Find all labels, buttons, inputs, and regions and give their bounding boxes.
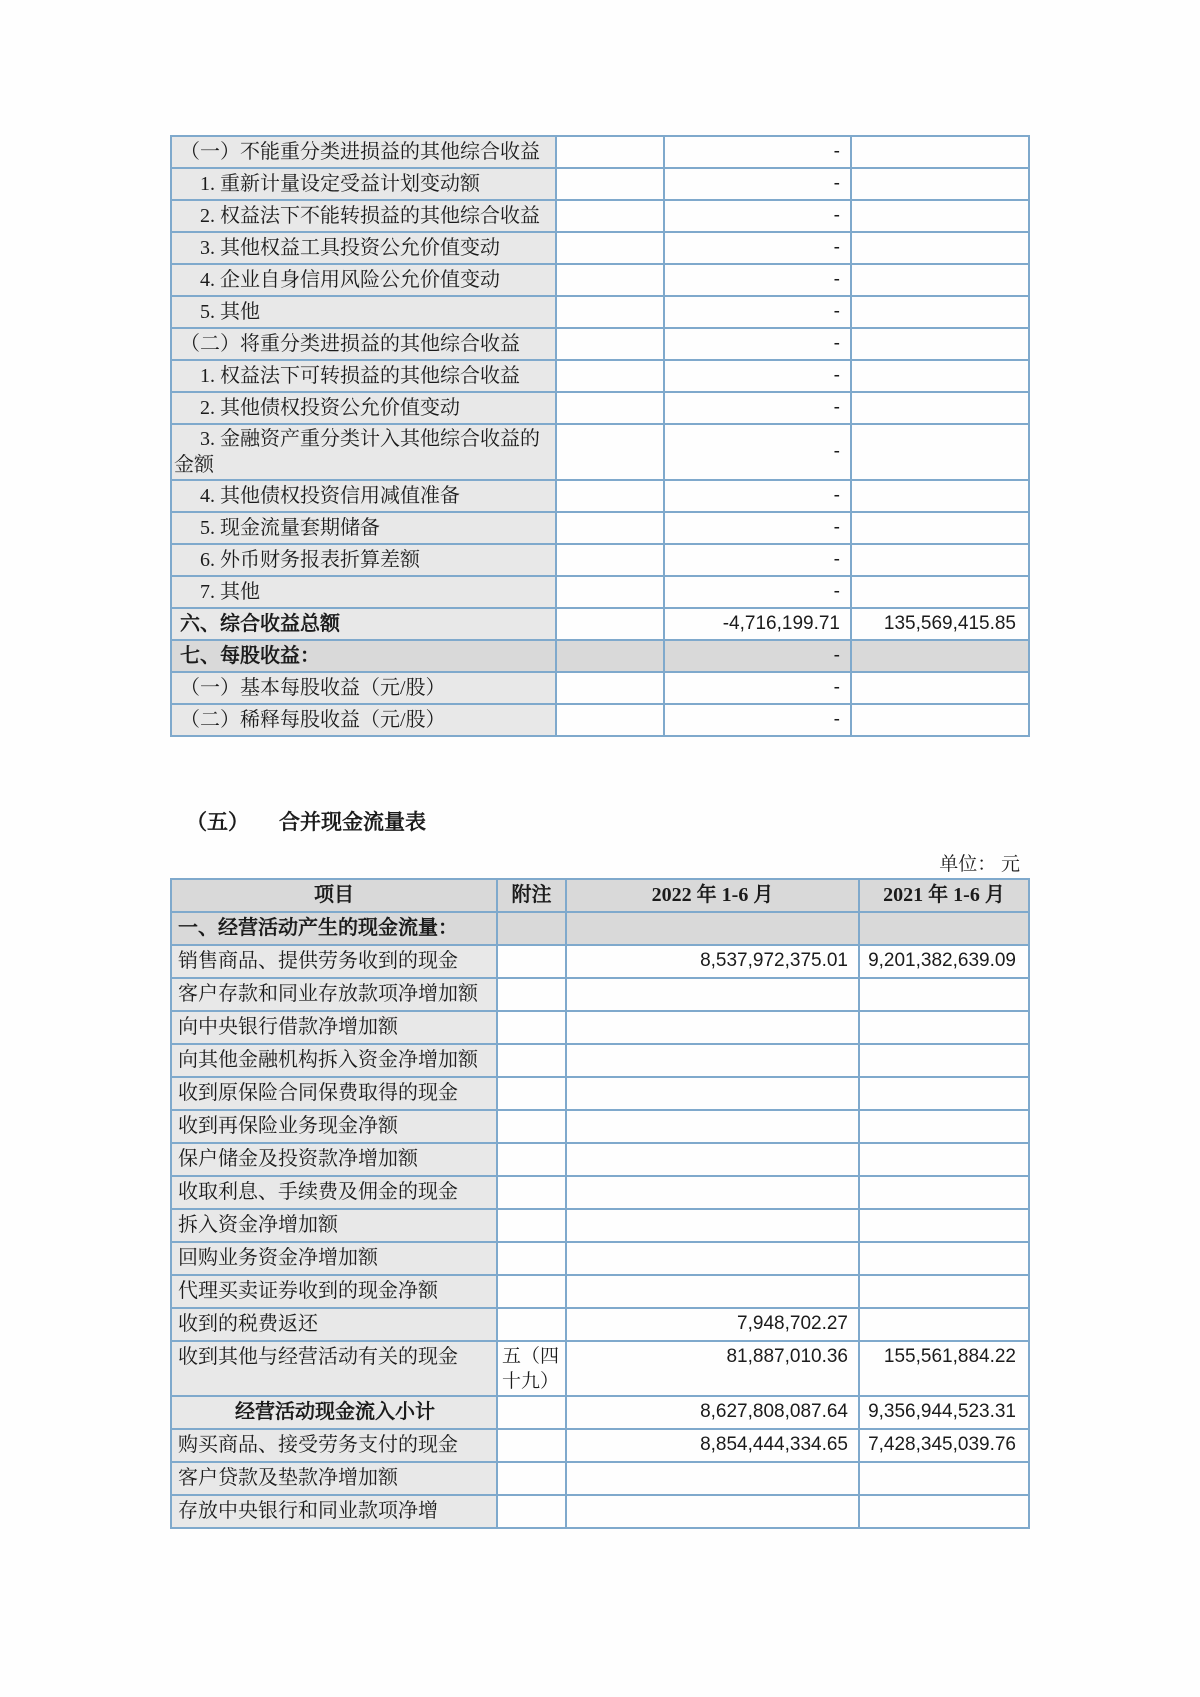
comprehensive-income-table-wrapper	[170, 135, 1030, 737]
value-2021-cell	[851, 424, 1029, 480]
value-2021-cell	[851, 672, 1029, 704]
value-2022-cell: 8,854,444,334.65	[566, 1429, 859, 1462]
item-cell: （一）不能重分类进损益的其他综合收益	[171, 136, 556, 168]
note-cell	[556, 480, 664, 512]
table-row	[171, 232, 1029, 264]
item-cell: 一、经营活动产生的现金流量：	[171, 912, 497, 945]
value-2022-cell: -	[664, 704, 851, 736]
value-2022-cell	[566, 1495, 859, 1528]
value-2021-cell	[851, 232, 1029, 264]
section-title-text: 合并现金流量表	[279, 810, 426, 834]
value-2022-cell: -	[664, 576, 851, 608]
value-2022-cell: -	[664, 480, 851, 512]
note-cell	[497, 1429, 566, 1462]
value-2022-cell: 8,537,972,375.01	[566, 945, 859, 978]
value-2022-cell: -	[664, 512, 851, 544]
note-cell	[556, 360, 664, 392]
value-2021-cell	[851, 544, 1029, 576]
note-cell	[556, 136, 664, 168]
table-row	[171, 1396, 1029, 1429]
value-2022-cell: 81,887,010.36	[566, 1341, 859, 1396]
table-row	[171, 480, 1029, 512]
value-2021-cell	[851, 200, 1029, 232]
value-2022-cell: -	[664, 424, 851, 480]
table-row	[171, 576, 1029, 608]
value-2021-cell	[851, 512, 1029, 544]
value-2022-cell	[566, 1176, 859, 1209]
cash-flow-table	[170, 878, 1030, 1529]
value-2022-cell: -	[664, 672, 851, 704]
value-2021-cell	[859, 1176, 1029, 1209]
value-2022-cell	[566, 1077, 859, 1110]
table-row	[171, 672, 1029, 704]
table-row	[171, 512, 1029, 544]
item-cell: 2. 权益法下不能转损益的其他综合收益	[171, 200, 556, 232]
item-cell: 6. 外币财务报表折算差额	[171, 544, 556, 576]
value-2022-cell	[566, 1462, 859, 1495]
table-row	[171, 1242, 1029, 1275]
value-2022-cell: -	[664, 232, 851, 264]
note-cell	[497, 912, 566, 945]
table-row	[171, 1429, 1029, 1462]
item-cell: 3. 金融资产重分类计入其他综合收益的金额	[171, 424, 556, 480]
cash-flow-table-wrapper	[170, 878, 1030, 1529]
value-2021-cell	[859, 1209, 1029, 1242]
value-2021-cell	[851, 480, 1029, 512]
value-2022-cell	[566, 1242, 859, 1275]
item-cell: 经营活动现金流入小计	[171, 1396, 497, 1429]
item-cell: 回购业务资金净增加额	[171, 1242, 497, 1275]
item-cell: 收到其他与经营活动有关的现金	[171, 1341, 497, 1396]
value-2022-cell: -4,716,199.71	[664, 608, 851, 640]
value-2021-cell	[851, 296, 1029, 328]
value-2022-cell	[566, 1143, 859, 1176]
note-cell	[556, 232, 664, 264]
item-cell: 向其他金融机构拆入资金净增加额	[171, 1044, 497, 1077]
section-title	[186, 806, 426, 836]
table-row	[171, 608, 1029, 640]
table-row	[171, 1176, 1029, 1209]
item-cell: 4. 企业自身信用风险公允价值变动	[171, 264, 556, 296]
table-row	[171, 945, 1029, 978]
item-cell: 购买商品、接受劳务支付的现金	[171, 1429, 497, 1462]
table-row	[171, 1044, 1029, 1077]
note-cell	[497, 1462, 566, 1495]
table-row	[171, 1077, 1029, 1110]
header-2021: 2021 年 1-6 月	[859, 879, 1029, 912]
value-2021-cell	[851, 136, 1029, 168]
note-cell	[497, 978, 566, 1011]
note-cell	[556, 392, 664, 424]
item-cell: 收到再保险业务现金净额	[171, 1110, 497, 1143]
note-cell	[497, 1209, 566, 1242]
header-2022: 2022 年 1-6 月	[566, 879, 859, 912]
note-cell	[497, 1242, 566, 1275]
item-cell: 向中央银行借款净增加额	[171, 1011, 497, 1044]
note-cell	[556, 672, 664, 704]
item-cell: 销售商品、提供劳务收到的现金	[171, 945, 497, 978]
value-2021-cell	[851, 576, 1029, 608]
table-row	[171, 360, 1029, 392]
cash-flow-table-header	[171, 879, 1029, 912]
table-row	[171, 136, 1029, 168]
value-2022-cell	[566, 1011, 859, 1044]
item-cell: 存放中央银行和同业款项净增	[171, 1495, 497, 1528]
table-row	[171, 1462, 1029, 1495]
header-note: 附注	[497, 879, 566, 912]
item-cell: （二）将重分类进损益的其他综合收益	[171, 328, 556, 360]
item-cell: 5. 现金流量套期储备	[171, 512, 556, 544]
unit-label: 单位： 元	[939, 854, 1020, 875]
note-cell	[497, 1495, 566, 1528]
table-row	[171, 544, 1029, 576]
value-2021-cell	[859, 912, 1029, 945]
note-cell	[556, 640, 664, 672]
item-cell: 2. 其他债权投资公允价值变动	[171, 392, 556, 424]
item-cell: （一）基本每股收益（元/股）	[171, 672, 556, 704]
table-row	[171, 264, 1029, 296]
item-cell: 7. 其他	[171, 576, 556, 608]
item-cell: 拆入资金净增加额	[171, 1209, 497, 1242]
note-cell	[497, 1308, 566, 1341]
item-cell: 3. 其他权益工具投资公允价值变动	[171, 232, 556, 264]
value-2021-cell	[859, 1077, 1029, 1110]
note-cell	[556, 424, 664, 480]
table-row	[171, 1110, 1029, 1143]
note-cell	[497, 1110, 566, 1143]
item-cell: 七、每股收益：	[171, 640, 556, 672]
value-2021-cell	[851, 264, 1029, 296]
value-2022-cell: -	[664, 168, 851, 200]
note-cell	[556, 168, 664, 200]
value-2021-cell	[851, 328, 1029, 360]
item-cell: 收到的税费返还	[171, 1308, 497, 1341]
item-cell: 代理买卖证券收到的现金净额	[171, 1275, 497, 1308]
item-cell: 1. 重新计量设定受益计划变动额	[171, 168, 556, 200]
item-cell: 客户贷款及垫款净增加额	[171, 1462, 497, 1495]
value-2021-cell	[851, 360, 1029, 392]
value-2022-cell	[566, 1044, 859, 1077]
item-cell: 5. 其他	[171, 296, 556, 328]
table-row	[171, 1275, 1029, 1308]
table-row	[171, 392, 1029, 424]
note-cell	[497, 1176, 566, 1209]
table-row	[171, 1341, 1029, 1396]
value-2021-cell	[851, 704, 1029, 736]
table-row	[171, 168, 1029, 200]
table-row	[171, 704, 1029, 736]
value-2021-cell	[851, 392, 1029, 424]
section-number: （五）	[186, 810, 249, 834]
table-row	[171, 424, 1029, 480]
item-cell: 1. 权益法下可转损益的其他综合收益	[171, 360, 556, 392]
value-2022-cell: -	[664, 136, 851, 168]
value-2021-cell	[859, 1495, 1029, 1528]
comprehensive-income-table-body	[171, 136, 1029, 736]
item-cell: 六、综合收益总额	[171, 608, 556, 640]
comprehensive-income-table	[170, 135, 1030, 737]
value-2021-cell: 7,428,345,039.76	[859, 1429, 1029, 1462]
value-2022-cell: -	[664, 360, 851, 392]
value-2022-cell: -	[664, 264, 851, 296]
value-2021-cell	[851, 640, 1029, 672]
value-2021-cell	[859, 1011, 1029, 1044]
value-2022-cell: -	[664, 200, 851, 232]
note-cell	[497, 1143, 566, 1176]
note-cell	[556, 576, 664, 608]
value-2021-cell	[851, 168, 1029, 200]
note-cell	[497, 1275, 566, 1308]
note-cell	[497, 1011, 566, 1044]
note-cell	[497, 945, 566, 978]
value-2022-cell	[566, 1110, 859, 1143]
table-row	[171, 200, 1029, 232]
table-row	[171, 1495, 1029, 1528]
value-2022-cell: -	[664, 640, 851, 672]
table-row	[171, 1143, 1029, 1176]
note-cell	[556, 264, 664, 296]
table-row	[171, 640, 1029, 672]
cash-flow-table-body	[171, 912, 1029, 1528]
header-row	[171, 879, 1029, 912]
value-2022-cell	[566, 912, 859, 945]
value-2021-cell: 9,356,944,523.31	[859, 1396, 1029, 1429]
value-2021-cell: 155,561,884.22	[859, 1341, 1029, 1396]
value-2022-cell: -	[664, 296, 851, 328]
table-row	[171, 296, 1029, 328]
note-cell	[497, 1077, 566, 1110]
item-cell: 保户储金及投资款净增加额	[171, 1143, 497, 1176]
value-2021-cell	[859, 1143, 1029, 1176]
note-cell	[556, 512, 664, 544]
item-cell: （二）稀释每股收益（元/股）	[171, 704, 556, 736]
header-item: 项目	[171, 879, 497, 912]
item-cell: 收取利息、手续费及佣金的现金	[171, 1176, 497, 1209]
value-2021-cell	[859, 1110, 1029, 1143]
value-2022-cell: -	[664, 392, 851, 424]
value-2022-cell	[566, 978, 859, 1011]
value-2022-cell: 8,627,808,087.64	[566, 1396, 859, 1429]
note-cell	[556, 544, 664, 576]
value-2022-cell	[566, 1275, 859, 1308]
note-cell	[556, 704, 664, 736]
note-cell	[556, 328, 664, 360]
value-2022-cell: -	[664, 328, 851, 360]
note-cell	[497, 1044, 566, 1077]
value-2022-cell	[566, 1209, 859, 1242]
value-2021-cell: 9,201,382,639.09	[859, 945, 1029, 978]
value-2021-cell	[859, 1242, 1029, 1275]
value-2021-cell	[859, 1308, 1029, 1341]
item-cell: 4. 其他债权投资信用减值准备	[171, 480, 556, 512]
item-cell: 收到原保险合同保费取得的现金	[171, 1077, 497, 1110]
value-2021-cell	[859, 978, 1029, 1011]
table-row	[171, 1308, 1029, 1341]
note-cell	[556, 296, 664, 328]
value-2021-cell	[859, 1044, 1029, 1077]
table-row	[171, 1011, 1029, 1044]
note-cell	[556, 200, 664, 232]
table-row	[171, 328, 1029, 360]
value-2022-cell: 7,948,702.27	[566, 1308, 859, 1341]
note-cell: 五（四十九）	[497, 1341, 566, 1396]
value-2021-cell	[859, 1462, 1029, 1495]
note-cell	[497, 1396, 566, 1429]
table-row	[171, 912, 1029, 945]
value-2022-cell: -	[664, 544, 851, 576]
table-row	[171, 978, 1029, 1011]
value-2021-cell: 135,569,415.85	[851, 608, 1029, 640]
value-2021-cell	[859, 1275, 1029, 1308]
item-cell: 客户存款和同业存放款项净增加额	[171, 978, 497, 1011]
note-cell	[556, 608, 664, 640]
table-row	[171, 1209, 1029, 1242]
